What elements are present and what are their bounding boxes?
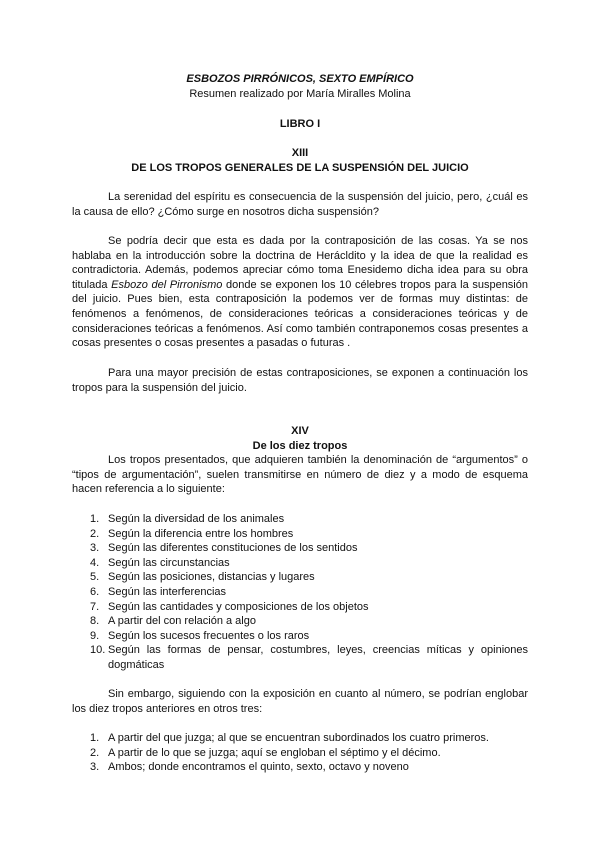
list-item xyxy=(72,585,528,600)
chapter-number: XIII xyxy=(291,147,309,159)
list-number: 7. xyxy=(90,600,100,613)
list-item-text: Según la diversidad de los animales xyxy=(108,513,285,525)
paragraph xyxy=(72,234,528,351)
list-item-text: Según las cantidades y composiciones de los objetos xyxy=(108,600,369,613)
list-number: 1. xyxy=(90,732,100,744)
list-number: 10. xyxy=(90,644,106,657)
list-number: 4. xyxy=(90,556,100,569)
paragraph: La serenidad del espíritu es consecuencia de la suspensión del juicio, pero, ¿cuál es la causa de ello? ¿Cómo surge en nosotros dicha suspensión? xyxy=(72,191,528,218)
document-title: ESBOZOS PIRRÓNICOS, SEXTO EMPÍRICO xyxy=(186,73,414,85)
list-item-text: A partir de lo que se juzga; aquí se engloban el séptimo y el décimo. xyxy=(108,746,441,759)
list-number: 2. xyxy=(90,746,100,759)
list-item-text: Según las formas de pensar, costumbres, leyes, creencias míticas y opiniones dogmáticas xyxy=(108,644,528,671)
list-item-text: Según las posiciones, distancias y lugares xyxy=(108,571,315,584)
list-item-text: Según la diferencia entre los hombres xyxy=(108,527,294,540)
list-item xyxy=(72,746,528,761)
list-item xyxy=(72,731,528,746)
list-item xyxy=(72,614,528,629)
list-item-text: Según los sucesos frecuentes o los raros xyxy=(108,629,310,642)
paragraph: Sin embargo, siguiendo con la exposición en cuanto al número, se podrían englobar los diez tropos anteriores en otros tres: xyxy=(72,688,528,715)
groups-list xyxy=(72,731,528,775)
list-item xyxy=(72,570,528,585)
list-item-text: Ambos; donde encontramos el quinto, sexto, octavo y noveno xyxy=(108,761,409,774)
paragraph-text: Se podría decir que esta es dada por la contraposición de las cosas. Ya se nos hablaba en la introducción sobre la doctrina de Herácldito y la idea de que la realidad es contradictoria. Además, podemos apreciar cómo toma Enesidemo dicha idea para su obra titulada xyxy=(72,235,528,291)
list-item xyxy=(72,527,528,542)
list-item xyxy=(72,512,528,527)
tropes-list xyxy=(72,512,528,673)
list-item xyxy=(72,541,528,556)
list-number: 3. xyxy=(90,761,100,774)
list-number: 9. xyxy=(90,629,100,642)
paragraph: Los tropos presentados, que adquieren también la denominación de “argumentos” o “tipos de argumentación”, suelen transmitirse en número de diez y a modo de esquema hacen referencia a lo siguiente: xyxy=(72,454,528,496)
document-subtitle: Resumen realizado por María Miralles Molina xyxy=(189,88,411,100)
list-item xyxy=(72,556,528,571)
list-number: 3. xyxy=(90,542,100,555)
chapter-title: De los diez tropos xyxy=(252,440,348,452)
list-number: 8. xyxy=(90,615,100,628)
list-item-text: A partir del con relación a algo xyxy=(108,615,256,628)
list-item xyxy=(72,600,528,615)
paragraph: Para una mayor precisión de estas contraposiciones, se exponen a continuación los tropos para la suspensión del juicio. xyxy=(72,367,528,394)
list-item xyxy=(72,629,528,644)
list-item xyxy=(72,643,528,672)
list-item-text: Según las circunstancias xyxy=(108,556,230,569)
list-item-text: A partir del que juzga; al que se encuentran subordinados los cuatro primeros. xyxy=(108,732,489,744)
paragraph-text: donde se exponen los 10 célebres tropos para la suspensión del juicio. Pues bien, esta contraposición la podemos ver de formas muy distintas: de fenómenos a fenómenos, de consideraciones teóricas a consideraciones teóricas y de consideraciones teóricas a fenómenos. Así como también contraponemos cosas presentes a cosas presentes o cosas presentes a pasadas o futuras . xyxy=(72,278,528,350)
list-number: 1. xyxy=(90,513,100,525)
chapter-number: XIV xyxy=(291,425,309,437)
list-item-text: Según las diferentes constituciones de los sentidos xyxy=(108,542,358,555)
book-title-italic: Esbozo del Pirronismo xyxy=(111,278,223,291)
list-number: 5. xyxy=(90,571,100,584)
list-item xyxy=(72,760,528,775)
list-item-text: Según las interferencias xyxy=(108,585,227,598)
list-number: 6. xyxy=(90,585,100,598)
book-heading: LIBRO I xyxy=(279,118,321,130)
list-number: 2. xyxy=(90,527,100,540)
chapter-title: DE LOS TROPOS GENERALES DE LA SUSPENSIÓN DEL JUICIO xyxy=(131,162,469,174)
